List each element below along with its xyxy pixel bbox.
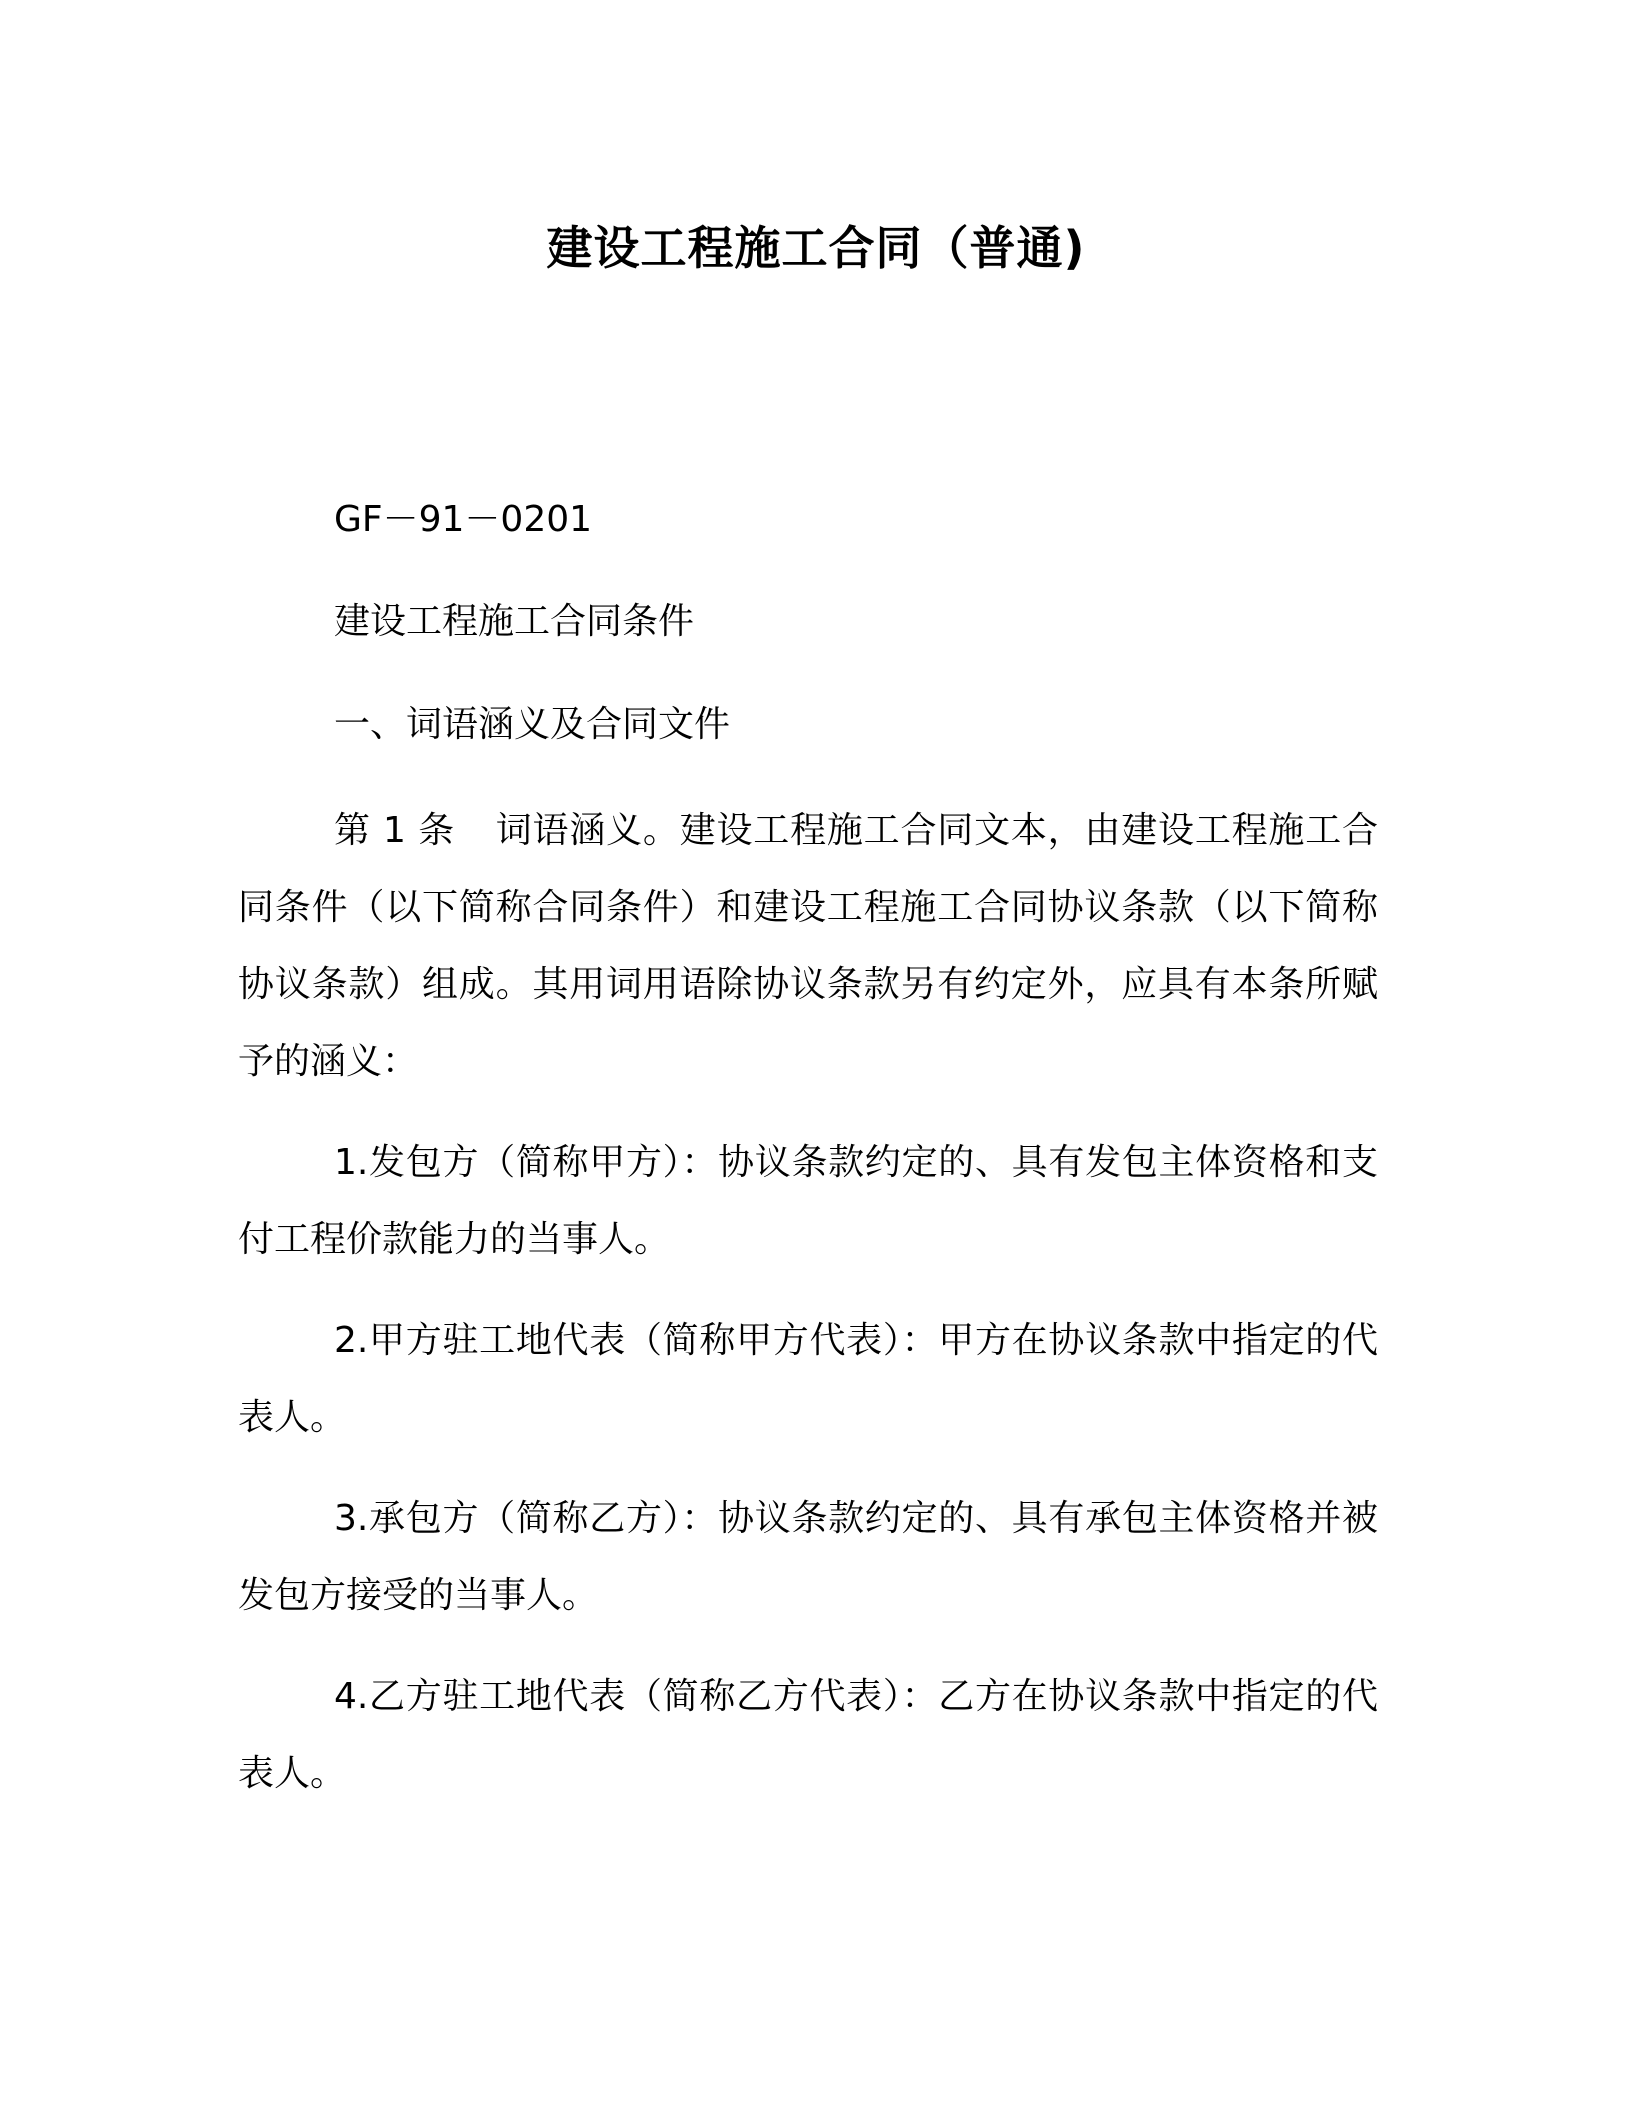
section-heading: 一、词语涵义及合同文件 [334, 704, 731, 745]
article-1-text: 词语涵义。建设工程施工合同文本，由建设工程施工合同条件（以下简称合同条件）和建设工程施工合同协议条款（以下简称协议条款）组成。其用词用语除协议条款另有约定外，应具有本条所赋予的涵义： [238, 810, 1378, 1082]
article-1-paragraph [238, 792, 1378, 1100]
document-code: GF－91－0201 [334, 499, 593, 540]
article-1-label: 第 1 条 [334, 810, 455, 851]
definition-item: 1.发包方（简称甲方）：协议条款约定的、具有发包主体资格和支付工程价款能力的当事人。 [238, 1142, 1378, 1260]
document-title: 建设工程施工合同（普通) [546, 221, 1086, 275]
definition-item: 2.甲方驻工地代表（简称甲方代表）：甲方在协议条款中指定的代表人。 [238, 1320, 1378, 1438]
definition-item: 3.承包方（简称乙方）：协议条款约定的、具有承包主体资格并被发包方接受的当事人。 [238, 1498, 1378, 1616]
subtitle: 建设工程施工合同条件 [334, 601, 695, 642]
definition-item: 4.乙方驻工地代表（简称乙方代表）：乙方在协议条款中指定的代表人。 [238, 1676, 1378, 1794]
